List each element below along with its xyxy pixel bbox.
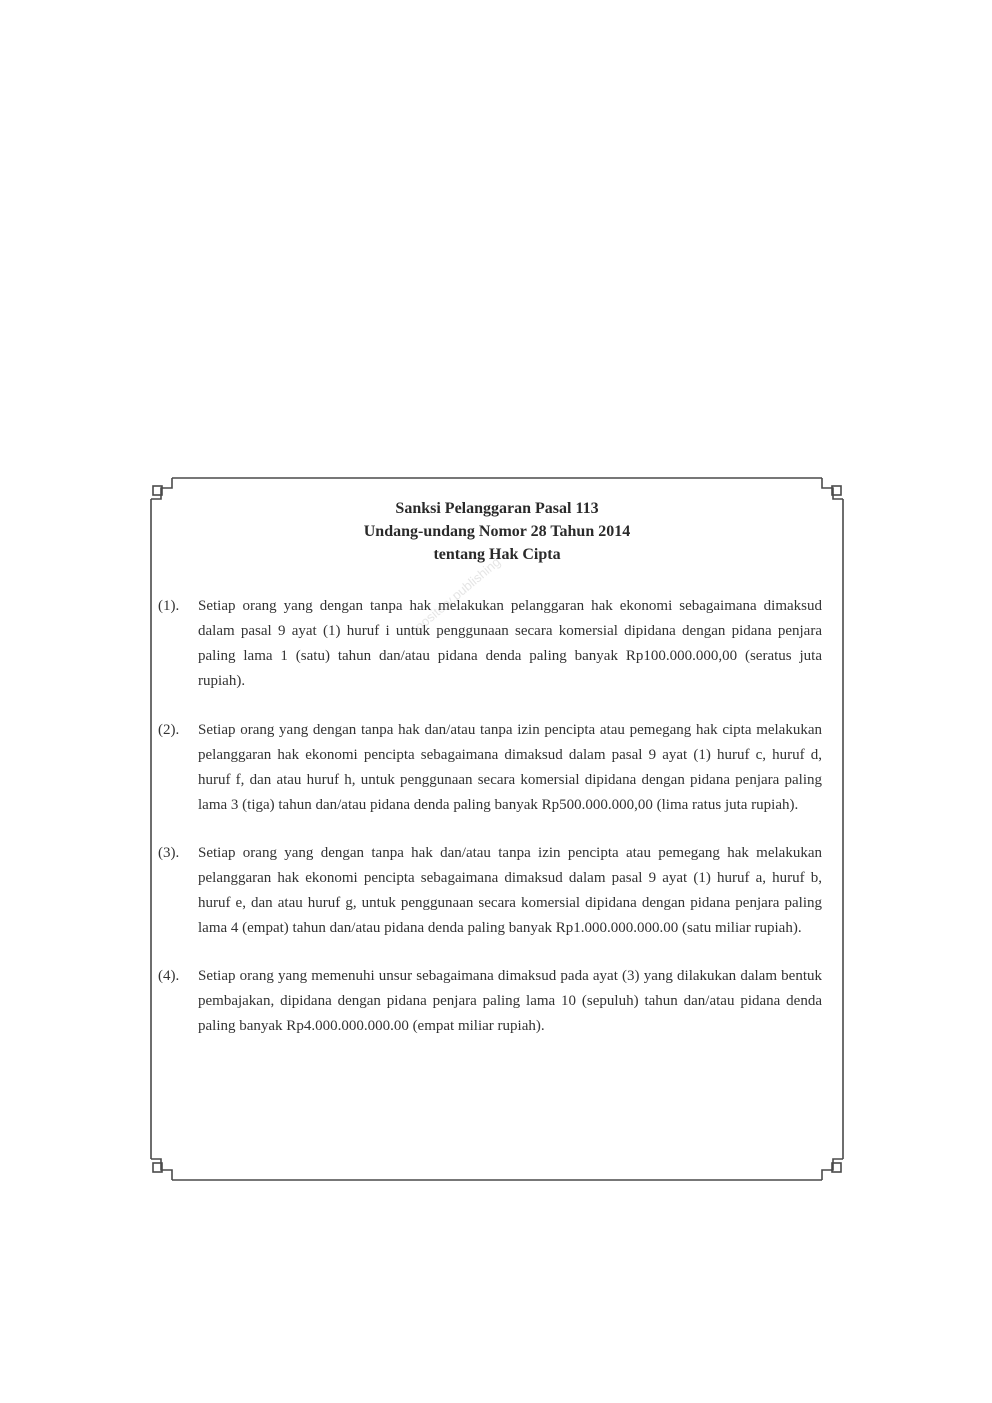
title-line-2: Undang-undang Nomor 28 Tahun 2014 xyxy=(363,523,631,540)
sanction-item xyxy=(158,594,822,694)
title-line-3: tentang Hak Cipta xyxy=(433,546,561,563)
item-text: Setiap orang yang dengan tanpa hak dan/atau tanpa izin pencipta atau pemegang hak melakukan pelanggaran hak ekonomi pencipta sebagaimana dimaksud dalam pasal 9 ayat (1) huruf a, huruf b, huruf e, dan atau huruf g, untuk penggunaan secara komersial dipidana dengan pidana penjara paling lama 4 (empat) tahun dan/atau pidana denda paling banyak Rp1.000.000.000.00 (satu miliar rupiah). xyxy=(198,845,822,936)
item-number: (2). xyxy=(158,722,180,738)
item-number: (4). xyxy=(158,968,180,984)
sanction-item xyxy=(158,718,822,818)
item-number: (1). xyxy=(158,598,180,614)
sanction-item xyxy=(158,841,822,941)
watermark-text: repository.publishing xyxy=(403,553,504,642)
sanction-list xyxy=(158,594,822,1039)
item-text: Setiap orang yang dengan tanpa hak dan/atau tanpa izin pencipta atau pemegang hak cipta melakukan pelanggaran hak ekonomi pencipta sebagaimana dimaksud dalam pasal 9 ayat (1) huruf c, huruf d, huruf f, dan atau huruf h, untuk penggunaan secara komersial dipidana dengan pidana penjara paling lama 3 (tiga) tahun dan/atau pidana denda paling banyak Rp500.000.000,00 (lima ratus juta rupiah). xyxy=(198,722,822,813)
title-line-1: Sanksi Pelanggaran Pasal 113 xyxy=(395,500,599,517)
item-number: (3). xyxy=(158,845,180,861)
sanction-item xyxy=(158,964,822,1039)
copyright-notice-frame xyxy=(148,475,846,1183)
notice-title xyxy=(148,497,846,566)
item-text: Setiap orang yang memenuhi unsur sebagaimana dimaksud pada ayat (3) yang dilakukan dalam bentuk pembajakan, dipidana dengan pidana penjara paling lama 10 (sepuluh) tahun dan/atau pidana denda paling banyak Rp4.000.000.000.00 (empat miliar rupiah). xyxy=(198,968,822,1034)
item-text: Setiap orang yang dengan tanpa hak melakukan pelanggaran hak ekonomi sebagaimana dimaksud dalam pasal 9 ayat (1) huruf i untuk penggunaan secara komersial dipidana dengan pidana penjara paling lama 1 (satu) tahun dan/atau pidana denda paling banyak Rp100.000.000,00 (seratus juta rupiah). xyxy=(198,598,822,689)
